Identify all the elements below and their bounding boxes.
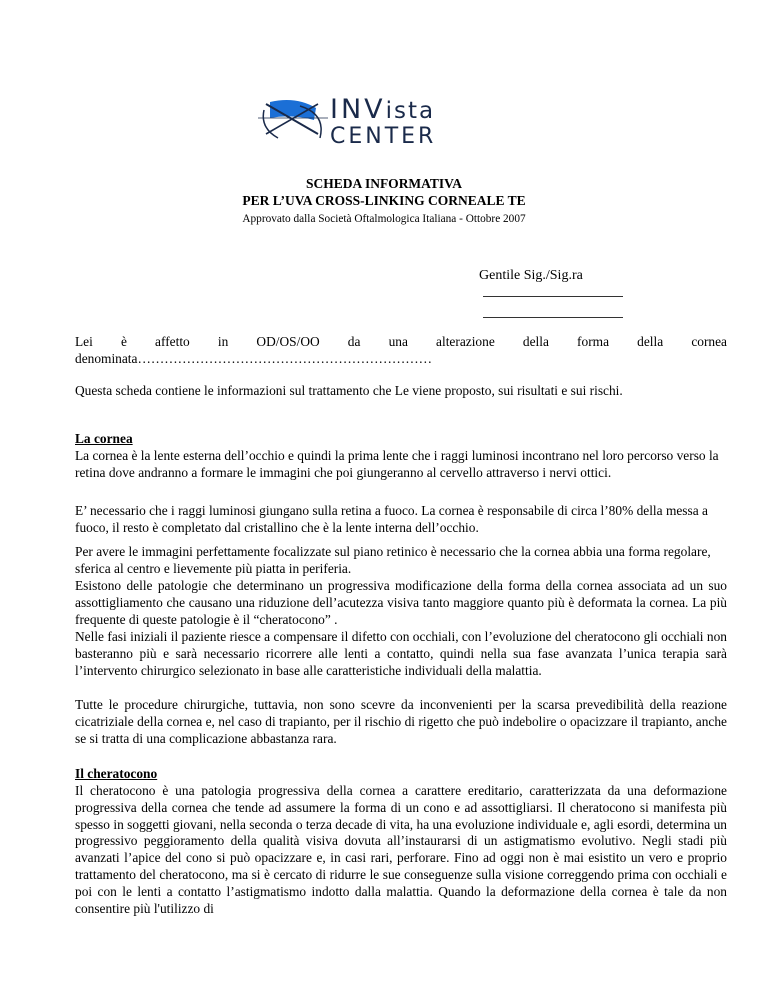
word: alterazione <box>436 334 495 349</box>
name-blank-line-1[interactable] <box>483 296 623 297</box>
logo-mark-icon <box>256 100 330 156</box>
cornea-paragraph-1: La cornea è la lente esterna dell’occhio e quindi la prima lente che i raggi luminosi incontrano nel loro percorso verso la retina dove andranno a formare le immagini che poi giungeranno al cervello attraverso i nervi ottici. <box>75 448 719 480</box>
word: cornea <box>691 334 727 349</box>
intro-paragraph: Questa scheda contiene le informazioni sul trattamento che Le viene proposto, sui risultati e sui rischi. <box>75 383 623 398</box>
word: della <box>522 334 549 349</box>
logo-text-invista: INVista <box>330 94 436 125</box>
word: Lei <box>75 334 93 349</box>
document-subtitle: PER L’UVA CROSS-LINKING CORNEALE TE <box>242 193 526 208</box>
cornea-paragraph-3: Per avere le immagini perfettamente focalizzate sul piano retinico è necessario che la cornea abbia una forma regolare, sferica al centro e lievemente più piatta in periferia. <box>75 544 711 576</box>
greeting: Gentile Sig./Sig.ra <box>479 268 583 283</box>
cornea-paragraph-2: E’ necessario che i raggi luminosi giungano sulla retina a fuoco. La cornea è responsabile di circa l’80% della messa a fuoco, il resto è completato dal cristallino che è la lente interna dell’occhio. <box>75 503 708 535</box>
name-blank-line-2[interactable] <box>483 317 623 318</box>
section-heading-cornea: La cornea <box>75 431 133 446</box>
section-heading-cheratocono: Il cheratocono <box>75 766 158 781</box>
word: è <box>120 334 127 349</box>
cheratocono-paragraph-1: Il cheratocono è una patologia progressiva della cornea a carattere ereditario, caratterizzata da una deformazione progressiva della cornea che tende ad assumere la forma di un cono e ad assottigliarsi. Il cheratocono si manifesta più spesso in soggetti giovani, nella seconda o terza decade di vita, ha una evoluzione individuale e, agli esordi, determina un progressivo peggioramento della qualità visiva dovuta all’instaurarsi di un astigmatismo evolutivo. Negli stadi più avanzati l’apice del cono si può opacizzare e, in casi rari, perforare. Fino ad oggi non è mai esistito un vero e proprio trattamento del cheratocono, ma si è cercato di ridurre le sue conseguenze sulla visione correggendo prima con occhiali e poi con le lenti a contatto l’astigmatismo indotto dalla malattia. Quando la deformazione della cornea è tale da non consentire più l'utilizzo di <box>75 783 727 916</box>
denominata-line: denominata………………………………………………………… <box>75 351 433 366</box>
affliction-statement <box>75 334 727 351</box>
document-title: SCHEDA INFORMATIVA <box>306 176 462 191</box>
word: della <box>637 334 664 349</box>
logo-text-center: CENTER <box>330 124 437 149</box>
word: da <box>347 334 361 349</box>
cornea-paragraph-5: Nelle fasi iniziali il paziente riesce a compensare il difetto con occhiali, con l’evoluzione del cheratocono gli occhiali non basteranno più e sarà necessario ricorrere alle lenti a contatto, quindi nella sua fase avanzata l’unica terapia sarà l’intervento chirurgico selezionato in base alle caratteristiche individuali della malattia. <box>75 629 727 678</box>
cornea-paragraph-4: Esistono delle patologie che determinano un progressiva modificazione della forma della cornea associata ad un suo assottigliamento che causano una riduzione dell’acutezza visiva tanto maggiore quanto più è deformata la cornea. La più frequente di queste patologie è il “cheratocono” . <box>75 578 727 627</box>
word: forma <box>577 334 610 349</box>
word: in <box>217 334 229 349</box>
approval-note: Approvato dalla Società Oftalmologica Italiana - Ottobre 2007 <box>242 213 526 225</box>
word: affetto <box>155 334 190 349</box>
word: OD/OS/OO <box>256 334 320 349</box>
word: una <box>388 334 408 349</box>
invista-center-logo <box>256 94 456 156</box>
cornea-paragraph-6: Tutte le procedure chirurgiche, tuttavia, non sono scevre da inconvenienti per la scarsa prevedibilità della reazione cicatriziale della cornea e, nel caso di trapianto, per il rischio di rigetto che può indebolire o opacizzare il trapianto, anche se si tratta di una complicazione abbastanza rara. <box>75 697 727 746</box>
